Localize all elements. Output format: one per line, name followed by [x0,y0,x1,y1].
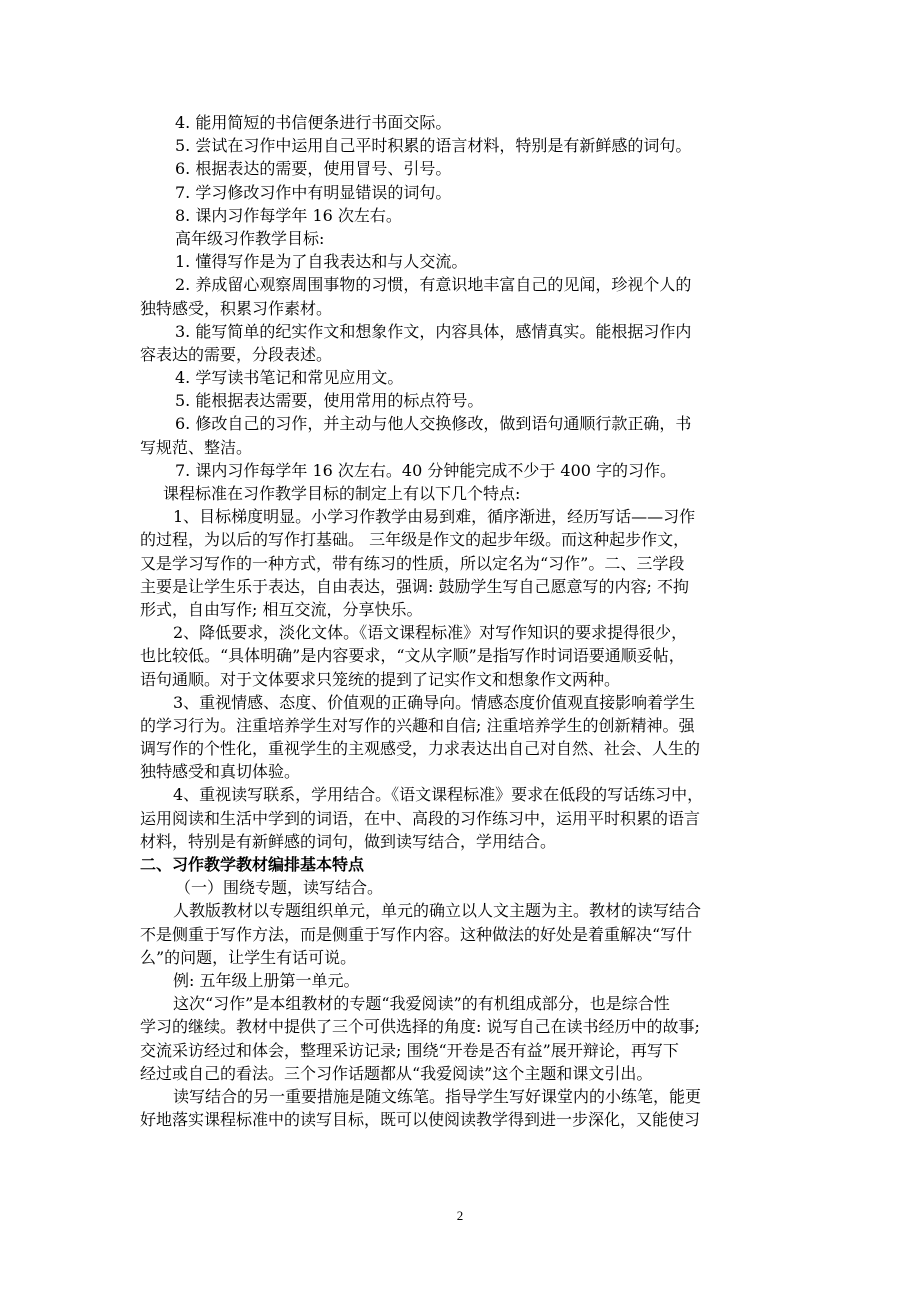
text-line: 5. 尝试在习作中运用自己平时积累的语言材料，特别是有新鲜感的词句。 [175,136,692,156]
section-heading: 二、习作教学教材编排基本特点 [140,855,365,874]
text-line: 1. 懂得写作是为了自我表达和与人交流。 [175,252,468,272]
text-line: 学习的继续。教材中提供了三个可供选择的角度: 说写自己在读书经历中的故事; [140,1017,700,1037]
text-line: 交流采访经过和体会，整理采访记录; 围绕“开卷是否有益”展开辩论，再写下 [140,1040,679,1060]
text-line: 8. 课内习作每学年 16 次左右。 [175,205,402,225]
text-line: 人教版教材以专题组织单元，单元的确立以人文主题为主。教材的读写结合 [173,901,702,921]
text-line: 材料，特别是有新鲜感的词句，做到读写结合，学用结合。 [140,831,557,851]
text-line: 6. 根据表达的需要，使用冒号、引号。 [175,159,452,179]
text-line: （一）围绕专题，读写结合。 [175,878,384,898]
text-line: 形式，自由写作; 相互交流，分享快乐。 [140,599,423,619]
text-line: 7. 学习修改习作中有明显错误的词句。 [175,182,452,202]
text-line: 高年级习作教学目标: [175,228,325,248]
text-line: 1、目标梯度明显。小学习作教学由易到难，循序渐进，经历写话——习作 [173,507,696,527]
text-line: 的学习行为。注重培养学生对写作的兴趣和自信; 注重培养学生的创新精神。强 [140,715,695,735]
text-line: 调写作的个性化，重视学生的主观感受，力求表达出自己对自然、社会、人生的 [140,739,701,759]
text-line: 独特感受，积累习作素材。 [140,298,333,318]
text-line: 6. 修改自己的习作，并主动与他人交换修改，做到语句通顺行款正确，书 [175,414,692,434]
page-number: 2 [456,1208,464,1223]
text-line: 写规范、整洁。 [140,437,253,457]
document-body [140,111,780,1131]
text-line: 经过或自己的看法。三个习作话题都从“我爱阅读”这个主题和课文引出。 [140,1063,653,1083]
text-line: 4. 学写读书笔记和常见应用文。 [175,368,404,388]
text-line: 运用阅读和生活中学到的词语，在中、高段的习作练习中，运用平时积累的语言 [140,808,701,828]
text-line: 语句通顺。对于文体要求只笼统的提到了记实作文和想象作文两种。 [140,669,621,689]
text-line: 好地落实课程标准中的读写目标，既可以使阅读教学得到进一步深化，又能使习 [140,1110,701,1130]
text-line: 4、重视读写联系，学用结合。《语文课程标准》要求在低段的写话练习中， [173,785,704,805]
text-line: 独特感受和真切体验。 [140,762,301,782]
text-line: 读写结合的另一重要措施是随文练笔。指导学生写好课堂内的小练笔，能更 [173,1086,702,1106]
text-line: 7. 课内习作每学年 16 次左右。40 分钟能完成不少于 400 字的习作。 [175,460,677,480]
text-line: 4. 能用简短的书信便条进行书面交际。 [175,113,452,132]
text-line: 又是学习写作的一种方式，带有练习的性质，所以定名为“习作”。二、三学段 [140,553,685,573]
text-line: 这次“习作”是本组教材的专题“我爱阅读”的有机组成部分，也是综合性 [173,994,670,1014]
text-line: 课程标准在习作教学目标的制定上有以下几个特点: [163,484,521,503]
text-line: 容表达的需要，分段表述。 [140,344,333,364]
text-line: 么”的问题，让学生有话可说。 [140,947,357,967]
text-line: 例: 五年级上册第一单元。 [173,970,360,990]
text-line: 3. 能写简单的纪实作文和想象作文，内容具体，感情真实。能根据习作内 [175,321,692,341]
text-line: 2、降低要求，淡化文体。《语文课程标准》对写作知识的要求提得很少， [173,623,688,643]
text-line: 也比较低。“具体明确”是内容要求，“文从字顺”是指写作时词语要通顺妥帖， [140,646,685,666]
text-line: 5. 能根据表达需要，使用常用的标点符号。 [175,391,484,411]
text-line: 主要是让学生乐于表达，自由表达，强调: 鼓励学生写自己愿意写的内容; 不拘 [140,576,689,596]
text-line: 不是侧重于写作方法，而是侧重于写作内容。这种做法的好处是着重解决“写什 [140,924,693,944]
text-line: 的过程，为以后的写作打基础。 三年级是作文的起步年级。而这种起步作文， [140,530,690,550]
text-line: 2. 养成留心观察周围事物的习惯，有意识地丰富自己的见闻，珍视个人的 [175,275,692,295]
text-line: 3、重视情感、态度、价值观的正确导向。情感态度价值观直接影响着学生 [173,692,696,712]
